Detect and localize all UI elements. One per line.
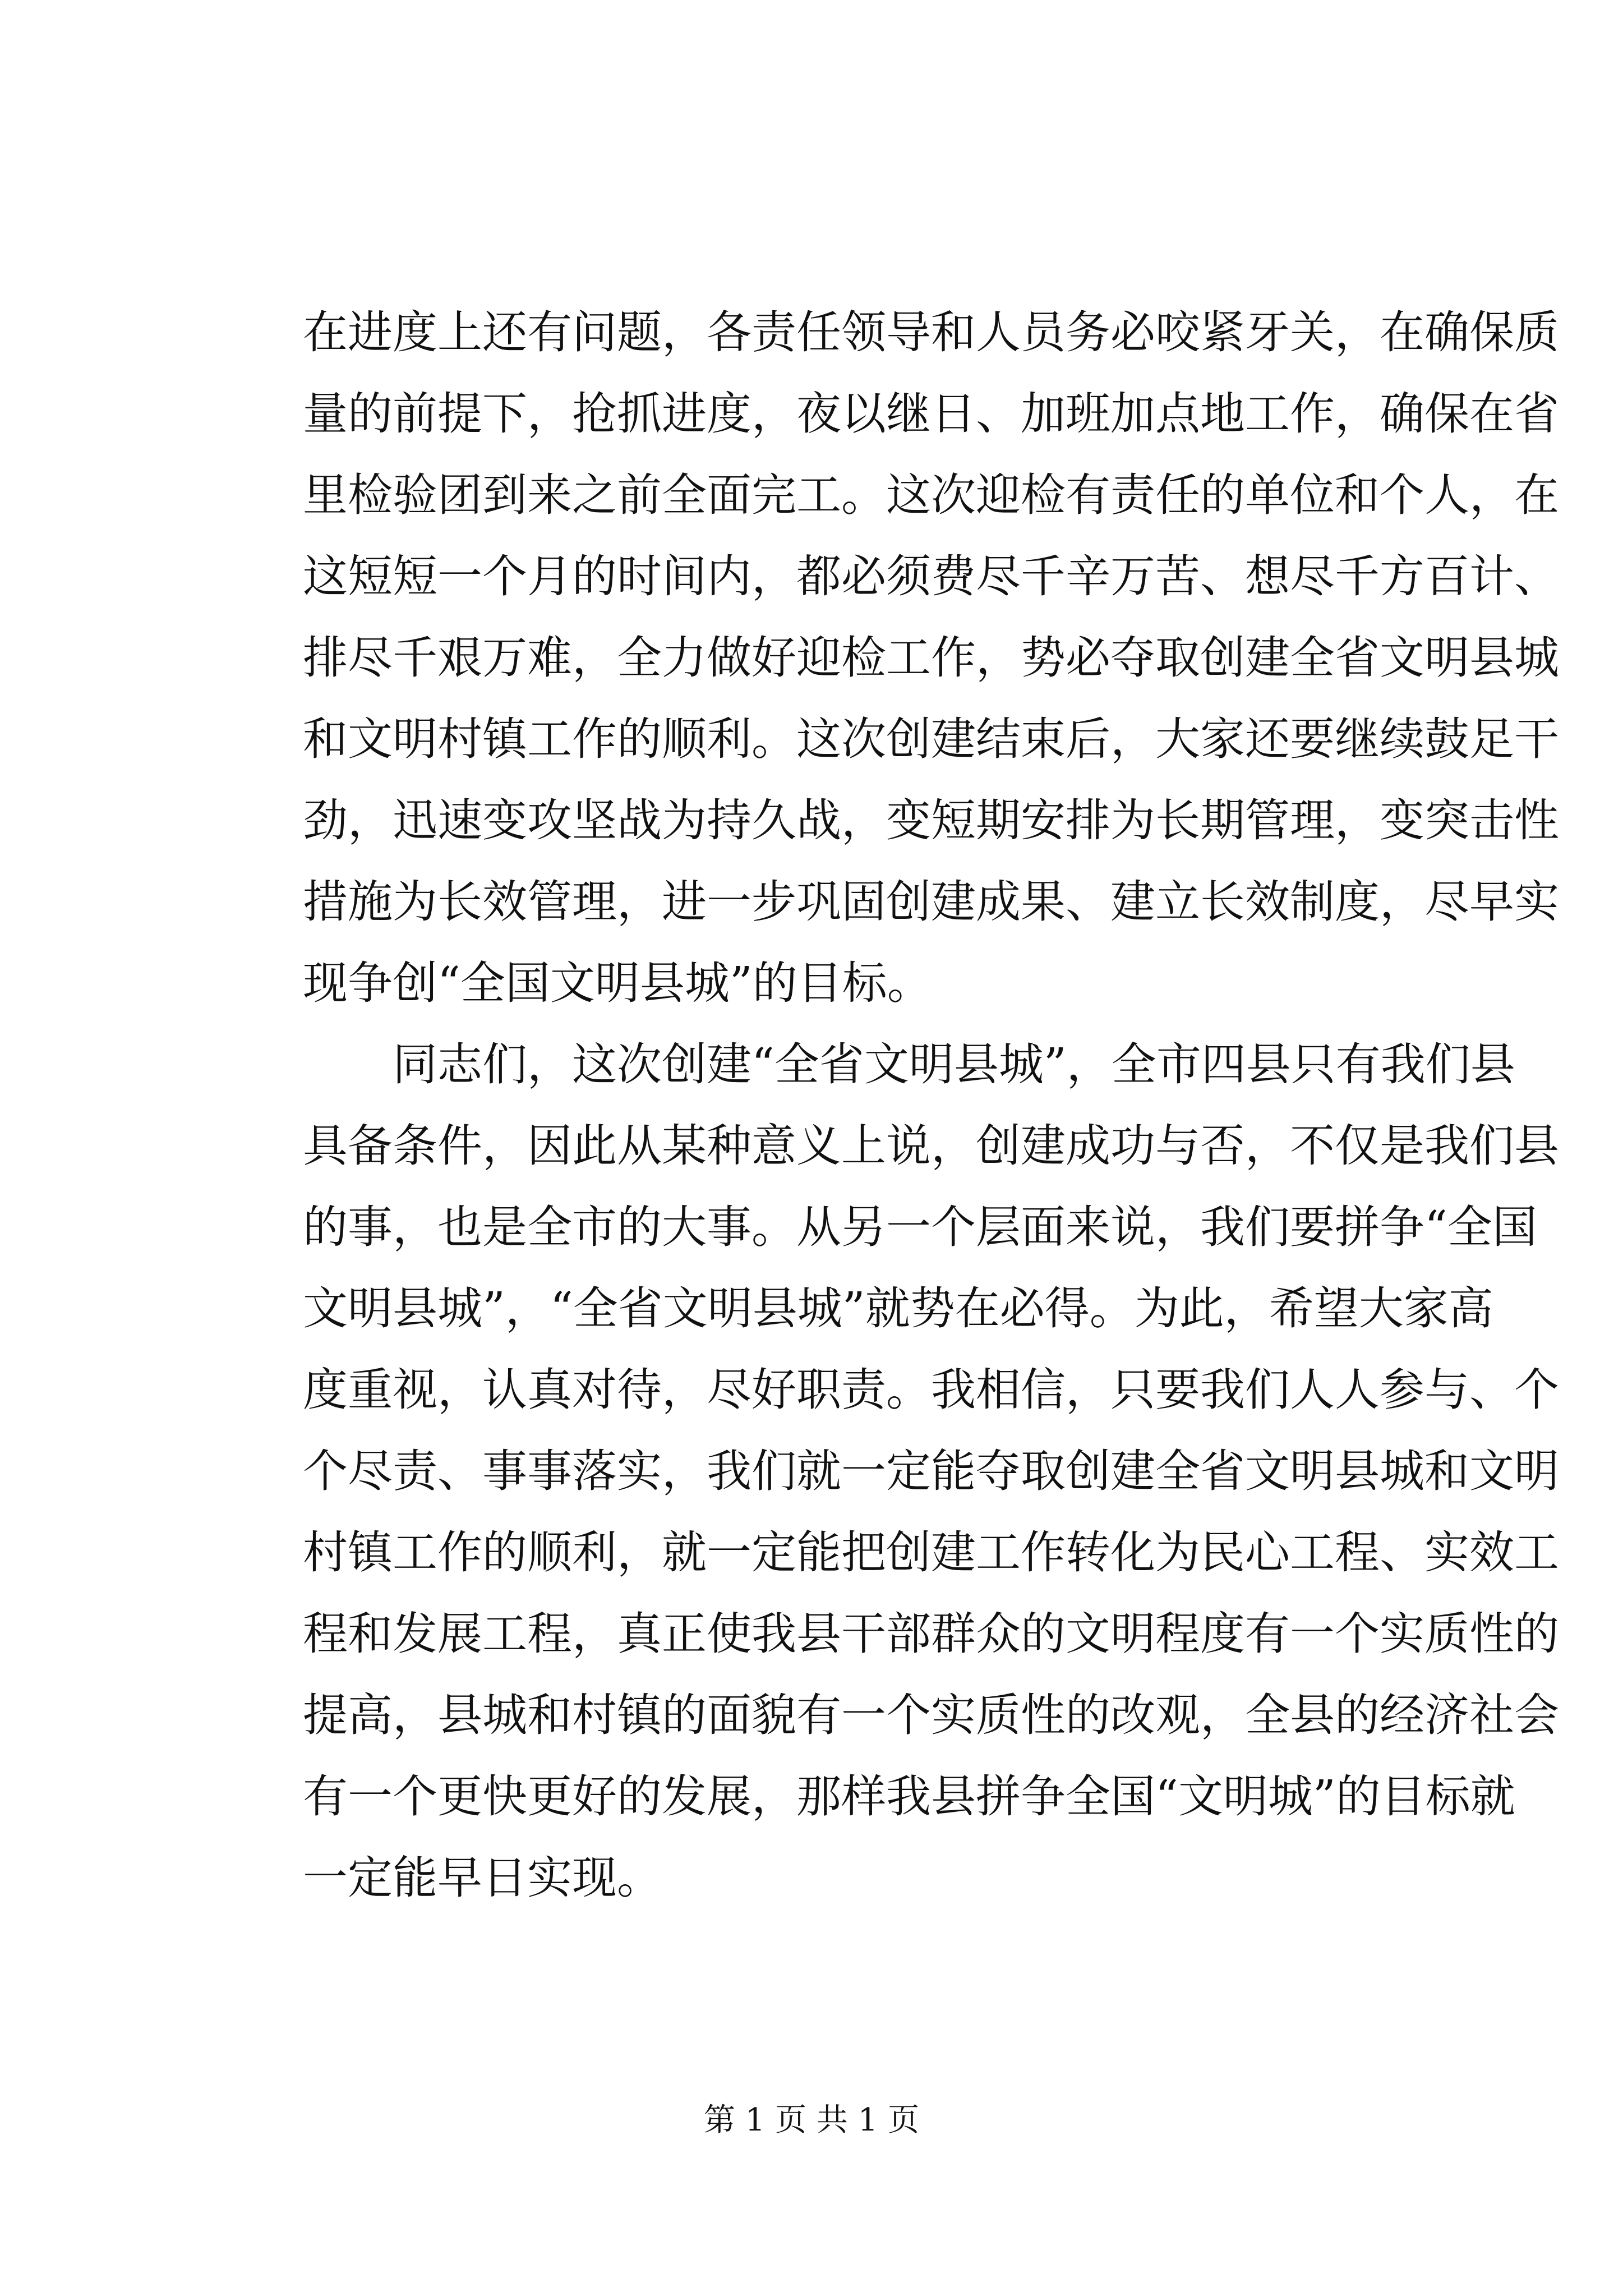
text-line: 个尽责、事事落实，我们就一定能夺取创建全省文明县城和文明 [303,1445,1559,1497]
text-line: 现争创“全国文明县城”的目标。 [303,957,932,1009]
page-footer: 第 1 页 共 1 页 [703,2102,920,2138]
text-line: 具备条件，因此从某种意义上说，创建成功与否，不仅是我们县 [303,1120,1559,1172]
text-line: 劲，迅速变攻坚战为持久战，变短期安排为长期管理，变突击性 [303,794,1559,846]
text-line: 度重视，认真对待，尽好职责。我相信，只要我们人人参与、个 [303,1364,1559,1416]
text-line: 的事，也是全市的大事。从另一个层面来说，我们要拼争“全国 [303,1201,1537,1253]
body-text [303,292,1559,1918]
text-line: 同志们，这次创建“全省文明县城”，全市四县只有我们县 [303,1038,1515,1091]
text-line: 这短短一个月的时间内，都必须费尽千辛万苦、想尽千方百计、 [303,550,1559,602]
text-line: 量的前提下，抢抓进度，夜以继日、加班加点地工作，确保在省 [303,388,1559,440]
text-line: 文明县城”，“全省文明县城”就势在必得。为此，希望大家高 [303,1282,1493,1335]
text-line: 有一个更快更好的发展，那样我县拼争全国“文明城”的目标就 [303,1770,1515,1823]
text-line: 里检验团到来之前全面完工。这次迎检有责任的单位和个人，在 [303,469,1559,521]
text-line: 提高，县城和村镇的面貌有一个实质性的改观，全县的经济社会 [303,1689,1559,1741]
text-line: 一定能早日实现。 [303,1852,662,1904]
text-line: 村镇工作的顺利，就一定能把创建工作转化为民心工程、实效工 [303,1526,1559,1579]
text-line: 程和发展工程，真正使我县干部群众的文明程度有一个实质性的 [303,1608,1559,1660]
text-line: 排尽千艰万难，全力做好迎检工作，势必夺取创建全省文明县城 [303,632,1559,684]
text-line: 在进度上还有问题，各责任领导和人员务必咬紧牙关，在确保质 [303,306,1559,358]
text-line: 和文明村镇工作的顺利。这次创建结束后，大家还要继续鼓足干 [303,713,1559,765]
text-line: 措施为长效管理，进一步巩固创建成果、建立长效制度，尽早实 [303,876,1559,928]
